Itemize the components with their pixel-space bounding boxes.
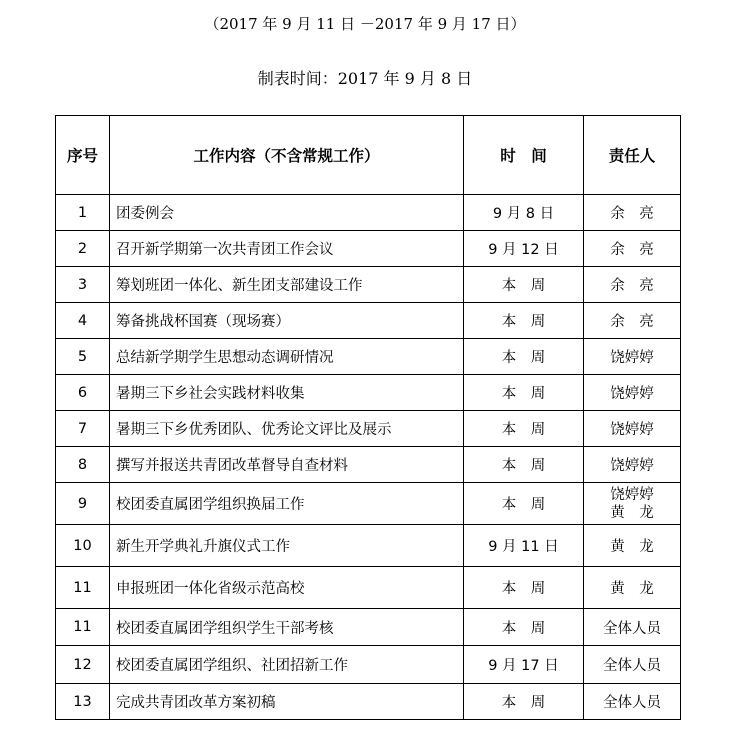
work-content: 申报班团一体化省级示范高校: [110, 567, 464, 609]
work-time: 9 月 11 日: [464, 525, 584, 567]
col-header-content: 工作内容（不含常规工作）: [110, 116, 464, 195]
work-time: 9 月 8 日: [464, 195, 584, 231]
work-time: 9 月 12 日: [464, 231, 584, 267]
responsible-person: 饶婷婷: [584, 339, 681, 375]
table-row: [56, 375, 681, 411]
row-number: 6: [56, 375, 110, 411]
responsible-person: 余 亮: [584, 231, 681, 267]
row-number: 12: [56, 646, 110, 684]
responsible-person: 全体人员: [584, 609, 681, 646]
row-number: 5: [56, 339, 110, 375]
responsible-person: 饶婷婷: [584, 411, 681, 447]
table-row: [56, 267, 681, 303]
responsible-person: 饶婷婷: [584, 375, 681, 411]
table-row: [56, 483, 681, 525]
date-range: （2017 年 9 月 11 日 －2017 年 9 月 17 日）: [204, 15, 526, 33]
table-row: [56, 195, 681, 231]
work-content: 暑期三下乡社会实践材料收集: [110, 375, 464, 411]
row-number: 4: [56, 303, 110, 339]
work-content: 校团委直属团学组织、社团招新工作: [110, 646, 464, 684]
work-content: 完成共青团改革方案初稿: [110, 684, 464, 720]
table-row: [56, 646, 681, 684]
work-content: 校团委直属团学组织学生干部考核: [110, 609, 464, 646]
work-time: 本 周: [464, 567, 584, 609]
row-number: 2: [56, 231, 110, 267]
work-content: 团委例会: [110, 195, 464, 231]
table-row: [56, 567, 681, 609]
made-time: 制表时间：2017 年 9 月 8 日: [257, 69, 473, 88]
work-content: 筹备挑战杯国赛（现场赛）: [110, 303, 464, 339]
responsible-person: 饶婷婷: [584, 447, 681, 483]
responsible-person: [584, 483, 681, 525]
table-row: [56, 231, 681, 267]
row-number: 10: [56, 525, 110, 567]
row-number: 9: [56, 483, 110, 525]
row-number: 7: [56, 411, 110, 447]
work-content: 新生开学典礼升旗仪式工作: [110, 525, 464, 567]
table-row: [56, 525, 681, 567]
responsible-person: 余 亮: [584, 195, 681, 231]
row-number: 1: [56, 195, 110, 231]
work-content: 撰写并报送共青团改革督导自查材料: [110, 447, 464, 483]
work-time: 本 周: [464, 609, 584, 646]
table-row: [56, 609, 681, 646]
responsible-person: 全体人员: [584, 684, 681, 720]
responsible-person: 余 亮: [584, 267, 681, 303]
responsible-person: 全体人员: [584, 646, 681, 684]
work-time: 本 周: [464, 339, 584, 375]
row-number: 8: [56, 447, 110, 483]
table-header-row: [56, 116, 681, 195]
responsible-person-1: 饶婷婷: [610, 486, 654, 503]
table-row: [56, 411, 681, 447]
row-number: 3: [56, 267, 110, 303]
row-number: 13: [56, 684, 110, 720]
work-content: 暑期三下乡优秀团队、优秀论文评比及展示: [110, 411, 464, 447]
work-time: 本 周: [464, 375, 584, 411]
responsible-person-2: 黄 龙: [610, 504, 654, 521]
work-time: 9 月 17 日: [464, 646, 584, 684]
work-time: 本 周: [464, 303, 584, 339]
work-time: 本 周: [464, 684, 584, 720]
row-number: 11: [56, 609, 110, 646]
responsible-person: 黄 龙: [584, 525, 681, 567]
work-content: 召开新学期第一次共青团工作会议: [110, 231, 464, 267]
work-time: 本 周: [464, 447, 584, 483]
work-content: 校团委直属团学组织换届工作: [110, 483, 464, 525]
table-row: [56, 447, 681, 483]
table-row: [56, 303, 681, 339]
work-time: 本 周: [464, 267, 584, 303]
col-header-person: 责任人: [584, 116, 681, 195]
responsible-person: 黄 龙: [584, 567, 681, 609]
row-number: 11: [56, 567, 110, 609]
work-content: 筹划班团一体化、新生团支部建设工作: [110, 267, 464, 303]
responsible-person: 余 亮: [584, 303, 681, 339]
col-header-no: 序号: [56, 116, 110, 195]
work-time: 本 周: [464, 483, 584, 525]
table-row: [56, 684, 681, 720]
col-header-time: 时 间: [464, 116, 584, 195]
work-time: 本 周: [464, 411, 584, 447]
table-row: [56, 339, 681, 375]
schedule-table: [55, 115, 681, 720]
work-content: 总结新学期学生思想动态调研情况: [110, 339, 464, 375]
